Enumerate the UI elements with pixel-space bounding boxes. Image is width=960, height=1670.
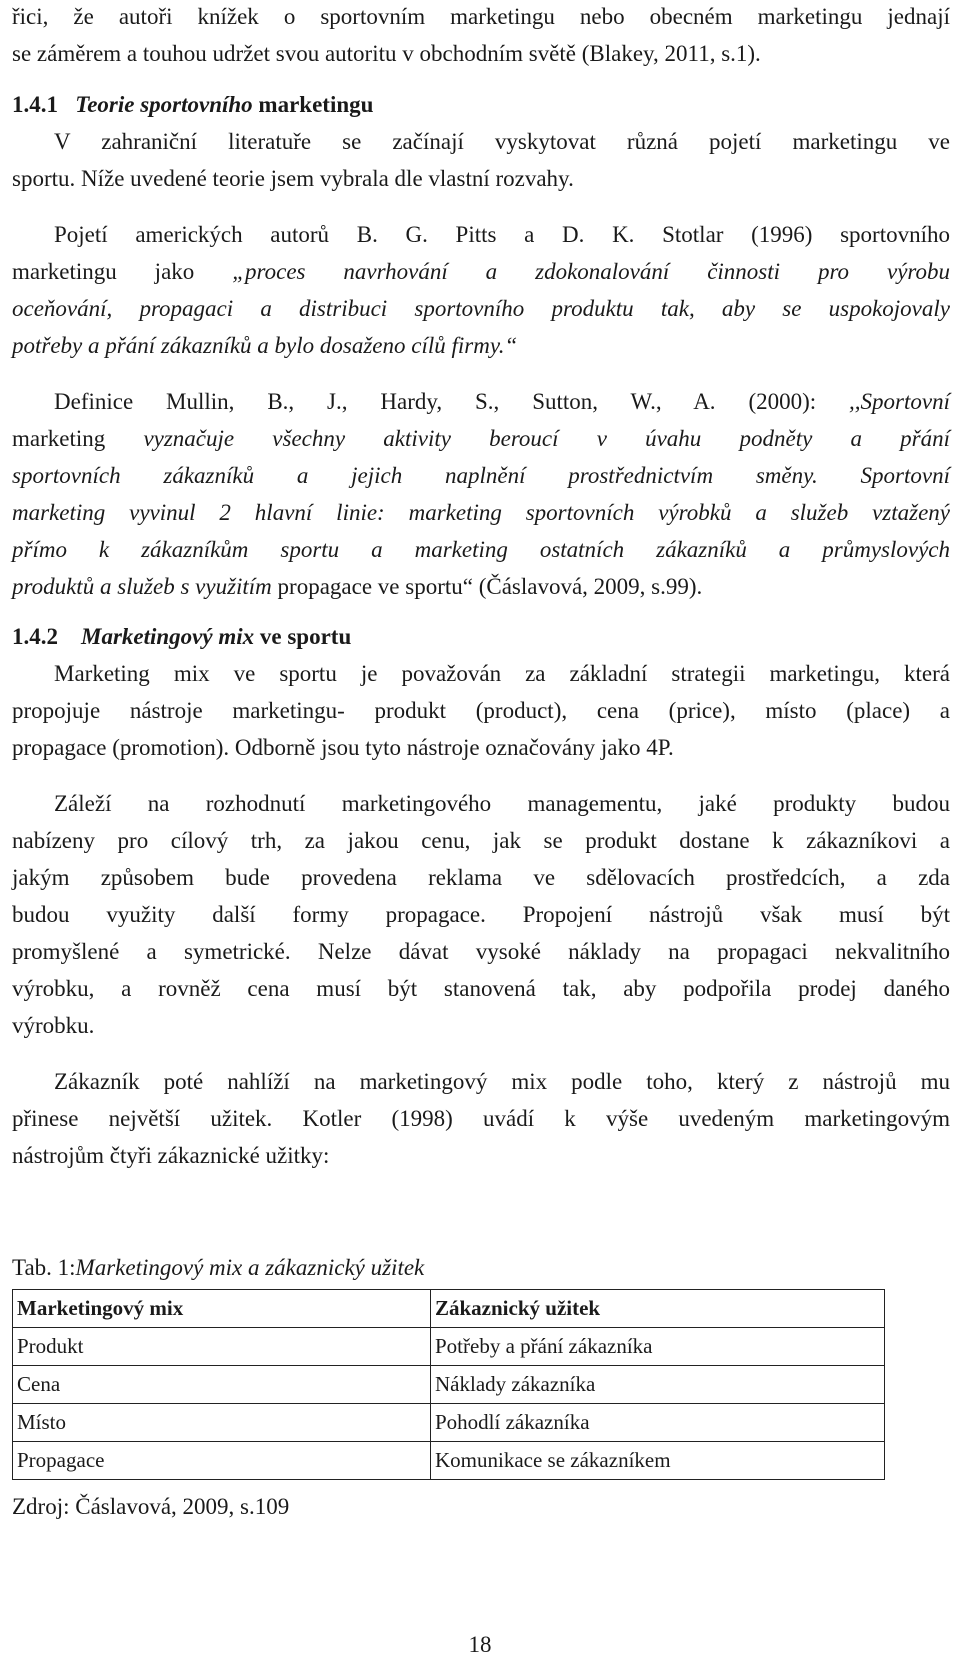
body-text-line: propojuje nástroje marketingu- produkt (product), cena (price), místo (place) a bbox=[12, 698, 950, 723]
quote-text: produktů a služeb s využitím bbox=[12, 574, 272, 599]
quote-line bbox=[12, 294, 950, 324]
body-text-line: budou využity další formy propagace. Propojení nástrojů však musí být bbox=[12, 902, 950, 927]
body-text-line: řici, že autoři knížek o sportovním marketingu nebo obecném marketingu jednají bbox=[12, 4, 950, 29]
page-number: 18 bbox=[468, 1632, 492, 1657]
body-text-line: přinese největší užitek. Kotler (1998) uvádí k výše uvedeným marketingovým bbox=[12, 1106, 950, 1131]
text-run: marketingu jako bbox=[12, 259, 195, 284]
table-header-cell: Marketingový mix bbox=[13, 1290, 431, 1328]
quote-line bbox=[12, 535, 950, 565]
body-text-line: Záleží na rozhodnutí marketingového managementu, jaké produkty budou bbox=[54, 791, 950, 816]
section-number: 1.4.1 bbox=[12, 92, 58, 117]
section-heading-1-4-1 bbox=[12, 90, 950, 120]
section-title-italic: Teorie sportovního bbox=[75, 92, 253, 117]
table-row bbox=[13, 1366, 885, 1404]
section-heading-1-4-2 bbox=[12, 622, 950, 652]
body-text-line: výrobku. bbox=[12, 1013, 95, 1038]
body-text-line: Pojetí amerických autorů B. G. Pitts a D. K. Stotlar (1996) sportovního bbox=[54, 222, 950, 247]
quote-text: marketing vyvinul 2 hlavní linie: marketing sportovních výrobků a služeb vztažený bbox=[12, 500, 950, 525]
table-cell: Komunikace se zákazníkem bbox=[431, 1442, 885, 1480]
quote-text: sportovních zákazníků a jejich naplnění prostřednictvím směny. Sportovní bbox=[12, 463, 950, 488]
section-number: 1.4.2 bbox=[12, 624, 58, 649]
section-title-rest: marketingu bbox=[258, 92, 374, 117]
body-text-line bbox=[12, 424, 950, 454]
table-row bbox=[13, 1404, 885, 1442]
table-row bbox=[13, 1442, 885, 1480]
quote-text: ,,Sportovní bbox=[849, 389, 950, 414]
body-text-line: V zahraniční literatuře se začínají vyskytovat různá pojetí marketingu ve bbox=[54, 129, 950, 154]
quote-text: potřeby a přání zákazníků a bylo dosaženo cílů firmy.“ bbox=[12, 333, 518, 358]
body-text-line: nabízeny pro cílový trh, za jakou cenu, jak se produkt dostane k zákazníkovi a bbox=[12, 828, 950, 853]
text-run: marketing bbox=[12, 426, 106, 451]
table-cell: Propagace bbox=[13, 1442, 431, 1480]
table-caption-title: Marketingový mix a zákaznický užitek bbox=[75, 1255, 425, 1280]
quote-text: „proces navrhování a zdokonalování činnosti pro výrobu bbox=[232, 259, 950, 284]
table-header-cell: Zákaznický užitek bbox=[431, 1290, 885, 1328]
body-text-line: Marketing mix ve sportu je považován za základní strategii marketingu, která bbox=[54, 661, 950, 686]
body-text-line: jakým způsobem bude provedena reklama ve sdělovacích prostředcích, a zda bbox=[12, 865, 950, 890]
table-cell: Cena bbox=[13, 1366, 431, 1404]
body-text-line: nástrojům čtyři zákaznické užitky: bbox=[12, 1143, 330, 1168]
quote-text: vyznačuje všechny aktivity beroucí v úvahu podněty a přání bbox=[143, 426, 950, 451]
quote-line bbox=[12, 498, 950, 528]
table-source: Zdroj: Čáslavová, 2009, s.109 bbox=[12, 1494, 290, 1519]
body-text-line bbox=[12, 572, 950, 602]
table-cell: Náklady zákazníka bbox=[431, 1366, 885, 1404]
body-text-line: výrobku, a rovněž cena musí být stanovená tak, aby podpořila prodej daného bbox=[12, 976, 950, 1001]
table-cell: Pohodlí zákazníka bbox=[431, 1404, 885, 1442]
text-run: propagace ve sportu“ (Čáslavová, 2009, s.99). bbox=[277, 574, 703, 599]
body-text-line bbox=[54, 387, 950, 417]
section-title-rest: ve sportu bbox=[259, 624, 352, 649]
body-text-line: se záměrem a touhou udržet svou autoritu v obchodním světě (Blakey, 2011, s.1). bbox=[12, 41, 761, 66]
body-text-line bbox=[12, 257, 950, 287]
quote-text: přímo k zákazníkům sportu a marketing ostatních zákazníků a průmyslových bbox=[12, 537, 950, 562]
section-title-italic: Marketingový mix bbox=[81, 624, 255, 649]
table-cell: Produkt bbox=[13, 1328, 431, 1366]
table-header-row bbox=[13, 1290, 885, 1328]
table-row bbox=[13, 1328, 885, 1366]
body-text-line: Zákazník poté nahlíží na marketingový mix podle toho, který z nástrojů mu bbox=[54, 1069, 950, 1094]
quote-text: oceňování, propagaci a distribuci sportovního produktu tak, aby se uspokojovaly bbox=[12, 296, 950, 321]
table-caption bbox=[12, 1253, 424, 1283]
table-cell: Potřeby a přání zákazníka bbox=[431, 1328, 885, 1366]
body-text-line: propagace (promotion). Odborně jsou tyto nástroje označovány jako 4P. bbox=[12, 735, 674, 760]
table-caption-prefix: Tab. 1: bbox=[12, 1255, 76, 1280]
quote-line bbox=[12, 331, 950, 361]
text-run: Definice Mullin, B., J., Hardy, S., Sutton, W., A. (2000): bbox=[54, 389, 817, 414]
body-text-line: promyšlené a symetrické. Nelze dávat vysoké náklady na propagaci nekvalitního bbox=[12, 939, 950, 964]
quote-line bbox=[12, 461, 950, 491]
table-cell: Místo bbox=[13, 1404, 431, 1442]
marketing-mix-table bbox=[12, 1289, 885, 1480]
body-text-line: sportu. Níže uvedené teorie jsem vybrala dle vlastní rozvahy. bbox=[12, 166, 574, 191]
